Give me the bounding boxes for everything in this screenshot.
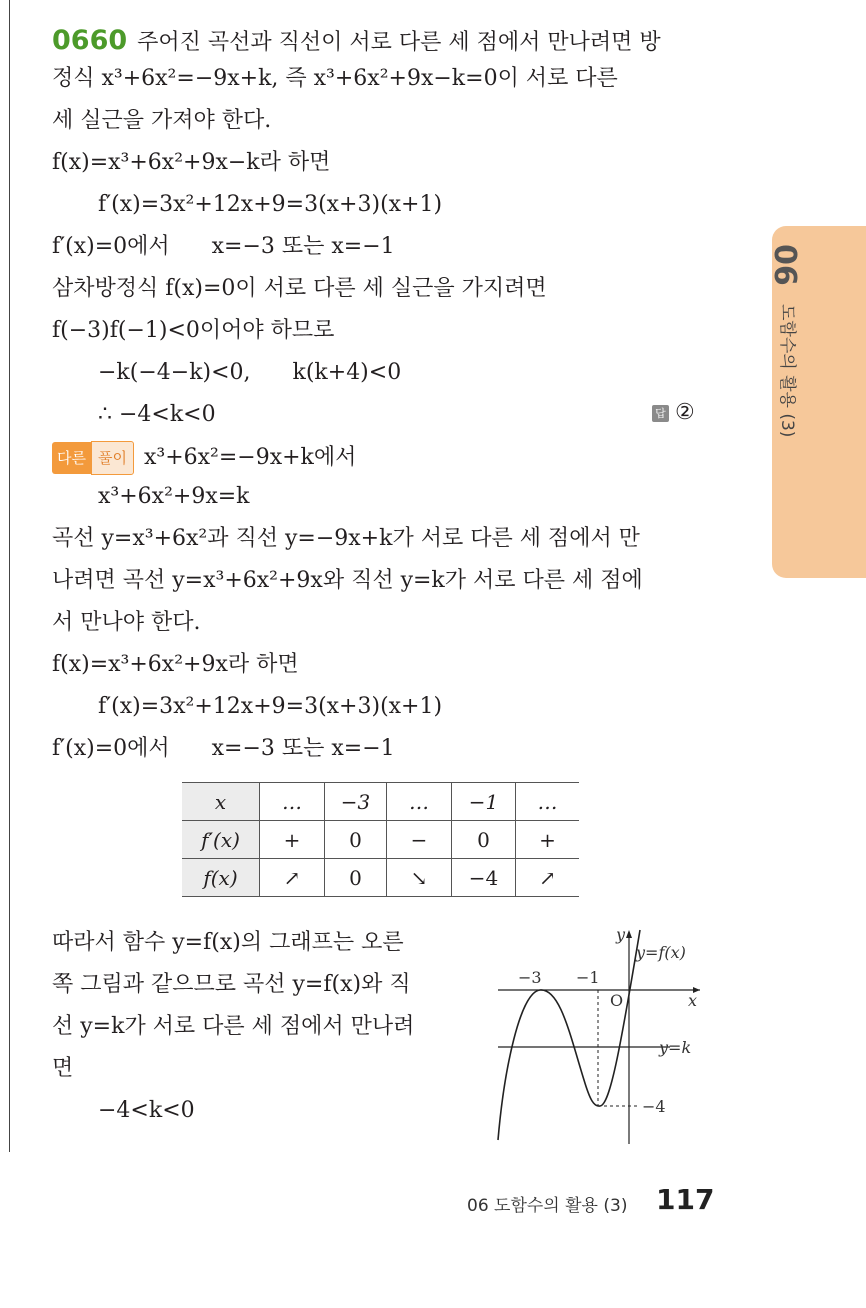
conclusion-result: −4<k<0 [98, 1098, 195, 1123]
x-axis-label: x [688, 991, 698, 1010]
answer-value: ② [675, 400, 695, 425]
chapter-tab-label: 도함수의 활용 (3) [777, 304, 797, 438]
function-graph [490, 920, 720, 1146]
conclusion-line-1: 따라서 함수 y=f(x)의 그래프는 오른 [52, 930, 404, 955]
alt-badge-2: 풀이 [91, 441, 134, 475]
y-axis-arrow [626, 930, 632, 938]
alt-line-1: 다른 풀이 x³+6x²=−9x+k에서 [52, 441, 356, 475]
problem-line-7: 삼차방정식 f(x)=0이 서로 다른 세 실근을 가지려면 [52, 276, 547, 301]
alt-line-4: 나려면 곡선 y=x³+6x²+9x와 직선 y=k가 서로 다른 세 점에 [52, 568, 643, 593]
table-row: f′(x) + 0 − 0 + [182, 821, 579, 859]
problem-line-10: ∴ −4<k<0 [98, 402, 216, 427]
curve-f [498, 930, 640, 1140]
page-number: 117 [656, 1183, 715, 1216]
conclusion-line-3: 선 y=k가 서로 다른 세 점에서 만나려 [52, 1014, 415, 1039]
tick-label-minus-4: −4 [642, 1097, 666, 1116]
conclusion-line-2: 쪽 그림과 같으므로 곡선 y=f(x)와 직 [52, 972, 411, 997]
problem-line-6: f′(x)=0에서 x=−3 또는 x=−1 [52, 234, 395, 259]
alt-line-2: x³+6x²+9x=k [98, 484, 250, 509]
line-label: y=k [659, 1038, 692, 1057]
alt-line-8: f′(x)=0에서 x=−3 또는 x=−1 [52, 736, 395, 761]
problem-line-1: 0660 주어진 곡선과 직선이 서로 다른 세 점에서 만나려면 방 [52, 25, 661, 56]
problem-line-5: f′(x)=3x²+12x+9=3(x+3)(x+1) [98, 192, 443, 217]
conclusion-line-4: 면 [52, 1056, 74, 1081]
footer-chapter-label: 06 도함수의 활용 (3) [467, 1196, 628, 1216]
curve-label: y=f(x) [636, 943, 686, 962]
alt-line-5: 서 만나야 한다. [52, 610, 201, 635]
variation-table [182, 782, 579, 897]
y-axis-label: y [616, 925, 626, 944]
problem-line-9: −k(−4−k)<0, k(k+4)<0 [98, 360, 402, 385]
alt-line-3: 곡선 y=x³+6x²과 직선 y=−9x+k가 서로 다른 세 점에서 만 [52, 526, 640, 551]
answer [652, 398, 695, 428]
left-margin-rule [9, 0, 10, 1152]
table-row: f(x) ↗ 0 ↘ −4 ↗ [182, 859, 579, 897]
alt-badge-1: 다른 [52, 442, 91, 474]
origin-label: O [610, 991, 624, 1010]
answer-icon: 답 [652, 405, 669, 422]
alt-line-7: f′(x)=3x²+12x+9=3(x+3)(x+1) [98, 694, 443, 719]
alt-line-6: f(x)=x³+6x²+9x라 하면 [52, 652, 299, 677]
problem-line-4: f(x)=x³+6x²+9x−k라 하면 [52, 150, 331, 175]
tick-label-minus-1: −1 [576, 968, 600, 987]
table-row: x … −3 … −1 … [182, 783, 579, 821]
tick-label-minus-3: −3 [518, 968, 542, 987]
problem-line-2: 정식 x³+6x²=−9x+k, 즉 x³+6x²+9x−k=0이 서로 다른 [52, 66, 618, 91]
problem-line-8: f(−3)f(−1)<0이어야 하므로 [52, 318, 335, 343]
chapter-tab-number: 06 [767, 244, 802, 286]
problem-line-3: 세 실근을 가져야 한다. [52, 108, 272, 133]
problem-number: 0660 [52, 25, 128, 56]
